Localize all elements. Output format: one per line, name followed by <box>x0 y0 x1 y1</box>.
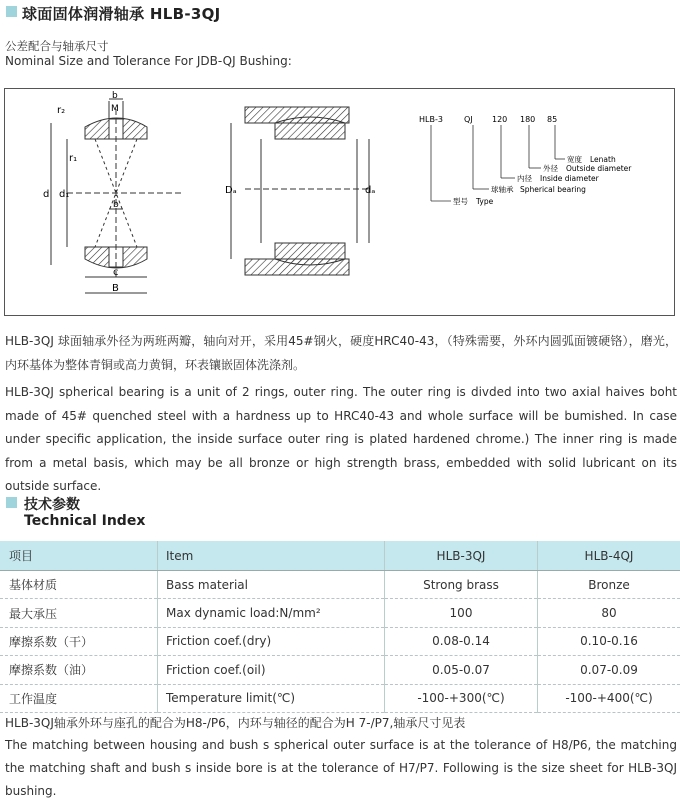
tech-marker <box>6 497 17 508</box>
header-item-cn: 项目 <box>0 541 158 571</box>
table-row <box>0 599 680 627</box>
label-Da: Dₐ <box>225 185 237 196</box>
label-r1: r₁ <box>69 153 77 164</box>
label-b-mid: b <box>113 200 119 210</box>
cell-cn: 工作温度 <box>0 684 158 712</box>
code-part-qj: QJ <box>464 115 473 124</box>
table-row <box>0 627 680 655</box>
label-b-top: b <box>112 91 118 101</box>
label-c: c <box>113 267 119 278</box>
cell-en: Friction coef.(dry) <box>158 627 385 655</box>
cell-en: Temperature limit(℃) <box>158 684 385 712</box>
header-hlb4qj: HLB-4QJ <box>538 541 680 571</box>
cell-hlb3qj: 0.08-0.14 <box>385 627 538 655</box>
code-line-type-en: Type <box>475 197 494 206</box>
label-d1: d₁ <box>59 189 69 200</box>
label-B: B <box>112 283 119 294</box>
table-row <box>0 684 680 712</box>
code-line-od-en: Outside diameter <box>566 164 632 173</box>
code-line-width-cn: 宽度 <box>567 154 582 164</box>
description-cn: HLB-3QJ 球面轴承外径为两班两瓣，轴向对开，采用45#钢火，硬度HRC40-43，（特殊需要，外环内圆弧面镀硬铬），磨光，内环基体为整体青铜或高力黄铜，环表镶嵌固体洗涤剂。 <box>5 330 677 377</box>
cell-hlb4qj: -100-+400(℃) <box>538 684 680 712</box>
cell-cn: 最大承压 <box>0 599 158 627</box>
cell-en: Bass material <box>158 571 385 599</box>
tech-title-cn: 技术参数 <box>24 494 80 514</box>
title-marker <box>6 6 17 17</box>
cell-en: Friction coef.(oil) <box>158 656 385 684</box>
page-title: 球面固体润滑轴承 HLB-3QJ <box>22 3 221 24</box>
cell-hlb3qj: Strong brass <box>385 571 538 599</box>
code-line-id-en: Inside diameter <box>540 174 600 183</box>
code-line-type-cn: 型号 <box>453 196 468 206</box>
subtitle-en: Nominal Size and Tolerance For JDB-QJ Bushing: <box>5 54 292 68</box>
header-hlb3qj: HLB-3QJ <box>385 541 538 571</box>
code-line-id-cn: 内径 <box>517 173 532 183</box>
code-line-sb-cn: 球轴承 <box>491 184 514 194</box>
label-r2: r₂ <box>57 105 65 116</box>
bearing-section-left <box>51 99 183 293</box>
cell-hlb3qj: -100-+300(℃) <box>385 684 538 712</box>
bearing-drawing-frame <box>4 88 675 316</box>
cell-cn: 基体材质 <box>0 571 158 599</box>
technical-index-table <box>0 541 680 713</box>
cell-cn: 摩擦系数（干） <box>0 627 158 655</box>
cell-cn: 摩擦系数（油） <box>0 656 158 684</box>
tech-title-en: Technical Index <box>24 513 145 529</box>
table-header-row <box>0 541 680 571</box>
cell-hlb4qj: 80 <box>538 599 680 627</box>
header-item-en: Item <box>158 541 385 571</box>
cell-hlb4qj: Bronze <box>538 571 680 599</box>
table-row <box>0 571 680 599</box>
cell-hlb3qj: 100 <box>385 599 538 627</box>
code-part-inner: 120 <box>492 115 507 124</box>
code-line-od-cn: 外径 <box>543 163 558 173</box>
label-da: dₐ <box>365 185 375 196</box>
code-line-width-en: Lenath <box>590 155 616 164</box>
code-part-type: HLB-3 <box>419 115 443 124</box>
label-m: M <box>111 104 119 114</box>
table-row <box>0 656 680 684</box>
cell-hlb4qj: 0.10-0.16 <box>538 627 680 655</box>
bearing-drawing <box>5 89 674 315</box>
label-d: d <box>43 189 49 200</box>
subtitle-cn: 公差配合与轴承尺寸 <box>5 38 109 54</box>
cell-hlb4qj: 0.07-0.09 <box>538 656 680 684</box>
code-line-sb-en: Spherical bearing <box>520 185 586 194</box>
code-part-width: 85 <box>547 115 557 124</box>
description-en: HLB-3QJ spherical bearing is a unit of 2 rings, outer ring. The outer ring is divded into two axial haives boht made of 45# quenched steel with a hardness up to HRC40-43 and whole surface will be bumished. In case under specific application, the inside surface outer ring is plated hardened chrome.) The inner ring is made from a metal basis, which may be all bronze or high strength brass, embedded with solid lubricant on its outside surface. <box>5 381 677 499</box>
cell-hlb3qj: 0.05-0.07 <box>385 656 538 684</box>
cell-en: Max dynamic load:N/mm² <box>158 599 385 627</box>
footer-cn: HLB-3QJ轴承外环与座孔的配合为H8-/P6，内环与轴径的配合为H 7-/P7,轴承尺寸见表 <box>5 713 677 733</box>
footer-en: The matching between housing and bush s spherical outer surface is at the tolerance of H8/P6, the matching the matching shaft and bush s inside bore is at the tolerance of H7/P7. Following is the size sheet for HLB-3QJ bushing. <box>5 734 677 803</box>
housing-section <box>231 107 369 275</box>
code-part-outer: 180 <box>520 115 535 124</box>
